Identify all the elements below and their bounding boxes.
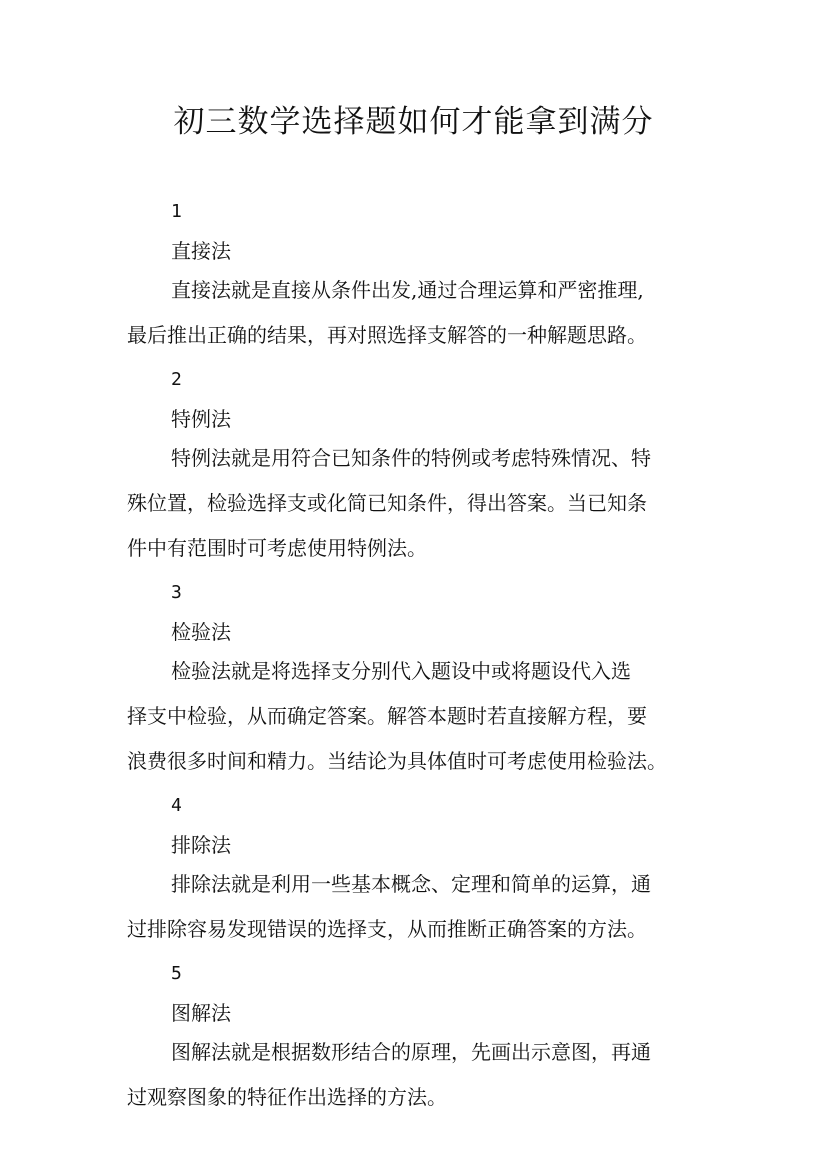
section-heading: 直接法: [171, 239, 231, 263]
section-paragraph: [127, 655, 717, 777]
page-title: 初三数学选择题如何才能拿到满分: [173, 104, 654, 140]
section-number: 5: [171, 963, 182, 984]
section-paragraph: [127, 868, 717, 945]
paragraph-line: 殊位置，检验选择支或化简已知条件，得出答案。当已知条: [127, 491, 647, 515]
paragraph-line: 特例法就是用符合已知条件的特例或考虑特殊情况、特: [171, 446, 651, 470]
paragraph-line: 件中有范围时可考虑使用特例法。: [127, 536, 427, 560]
section-graphical-method: [127, 958, 717, 1113]
section-paragraph: [127, 274, 717, 351]
paragraph-line: 过排除容易发现错误的选择支，从而推断正确答案的方法。: [127, 917, 647, 941]
paragraph-line: 检验法就是将选择支分别代入题设中或将题设代入选: [171, 659, 631, 683]
paragraph-line: 图解法就是根据数形结合的原理，先画出示意图，再通: [171, 1040, 651, 1064]
section-elimination-method: [127, 790, 717, 945]
section-number: 2: [171, 369, 182, 390]
section-special-case-method: [127, 364, 717, 564]
section-direct-method: [127, 196, 717, 351]
paragraph-line: 过观察图象的特征作出选择的方法。: [127, 1085, 447, 1109]
paragraph-line: 最后推出正确的结果，再对照选择支解答的一种解题思路。: [127, 323, 647, 347]
paragraph-line: 直接法就是直接从条件出发,通过合理运算和严密推理,: [171, 278, 644, 302]
section-heading: 特例法: [171, 407, 231, 431]
section-number: 3: [171, 582, 182, 603]
paragraph-line: 择支中检验，从而确定答案。解答本题时若直接解方程，要: [127, 704, 647, 728]
section-paragraph: [127, 442, 717, 564]
section-verification-method: [127, 577, 717, 777]
paragraph-line: 浪费很多时间和精力。当结论为具体值时可考虑使用检验法。: [127, 749, 667, 773]
section-heading: 图解法: [171, 1001, 231, 1025]
paragraph-line: 排除法就是利用一些基本概念、定理和简单的运算，通: [171, 872, 651, 896]
section-number: 1: [171, 201, 182, 222]
section-heading: 排除法: [171, 833, 231, 857]
section-heading: 检验法: [171, 620, 231, 644]
section-paragraph: [127, 1036, 717, 1113]
document-body: [127, 196, 717, 1126]
section-number: 4: [171, 795, 182, 816]
